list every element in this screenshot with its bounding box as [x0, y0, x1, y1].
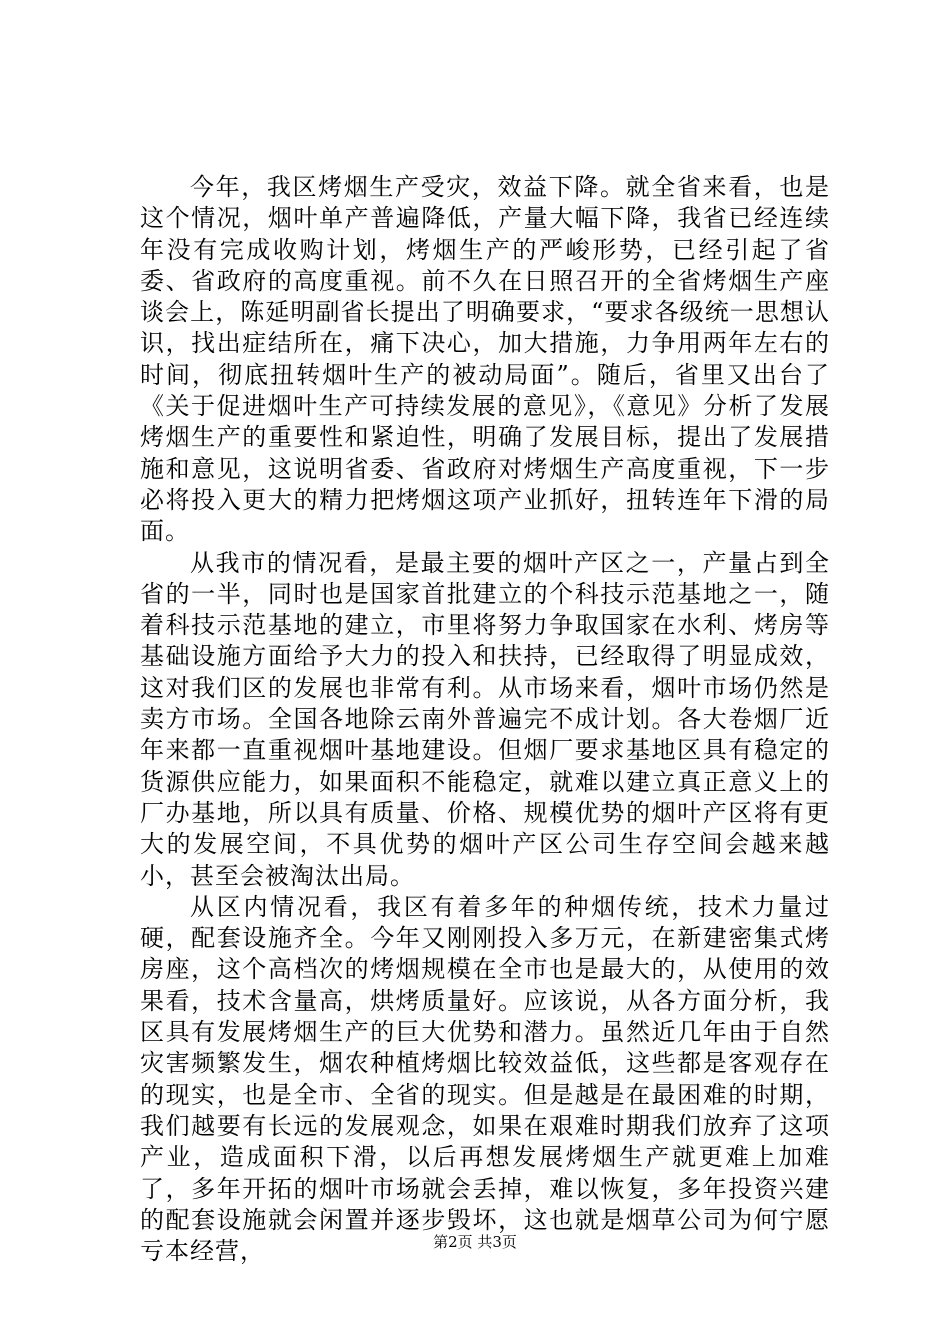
document-body [140, 172, 830, 1267]
paragraph-2: 从我市的情况看，是最主要的烟叶产区之一，产量占到全省的一半，同时也是国家首批建立的个科技示范基地之一，随着科技示范基地的建立，市里将努力争取国家在水利、烤房等基础设施方面给予大力的投入和扶持，已经取得了明显成效，这对我们区的发展也非常有利。从市场来看，烟叶市场仍然是卖方市场。全国各地除云南外普遍完不成计划。各大卷烟厂近年来都一直重视烟叶基地建设。但烟厂要求基地区具有稳定的货源供应能力，如果面积不能稳定，就难以建立真正意义上的厂办基地，所以具有质量、价格、规模优势的烟叶产区将有更大的发展空间，不具优势的烟叶产区公司生存空间会越来越小，甚至会被淘汰出局。 [140, 548, 830, 890]
paragraph-1: 今年，我区烤烟生产受灾，效益下降。就全省来看，也是这个情况，烟叶单产普遍降低，产量大幅下降，我省已经连续年没有完成收购计划，烤烟生产的严峻形势，已经引起了省委、省政府的高度重视。前不久在日照召开的全省烤烟生产座谈会上，陈延明副省长提出了明确要求，“要求各级统一思想认识，找出症结所在，痛下决心，加大措施，力争用两年左右的时间，彻底扭转烟叶生产的被动局面”。随后，省里又出台了《关于促进烟叶生产可持续发展的意见》，《意见》分析了发展烤烟生产的重要性和紧迫性，明确了发展目标，提出了发展措施和意见，这说明省委、省政府对烤烟生产高度重视，下一步必将投入更大的精力把烤烟这项产业抓好，扭转连年下滑的局面。 [140, 173, 830, 546]
page-footer: 第2页 共3页 [433, 1233, 517, 1251]
paragraph-3: 从区内情况看，我区有着多年的种烟传统，技术力量过硬，配套设施齐全。今年又刚刚投入多万元，在新建密集式烤房座，这个高档次的烤烟规模在全市也是最大的，从使用的效果看，技术含量高，烘烤质量好。应该说，从各方面分析，我区具有发展烤烟生产的巨大优势和潜力。虽然近几年由于自然灾害频繁发生，烟农种植烤烟比较效益低，这些都是客观存在的现实，也是全市、全省的现实。但是越是在最困难的时期，我们越要有长远的发展观念，如果在艰难时期我们放弃了这项产业，造成面积下滑，以后再想发展烤烟生产就更难上加难了，多年开拓的烟叶市场就会丢掉，难以恢复，多年投资兴建的配套设施就会闲置并逐步毁坏，这也就是烟草公司为何宁愿亏本经营， [140, 892, 830, 1266]
